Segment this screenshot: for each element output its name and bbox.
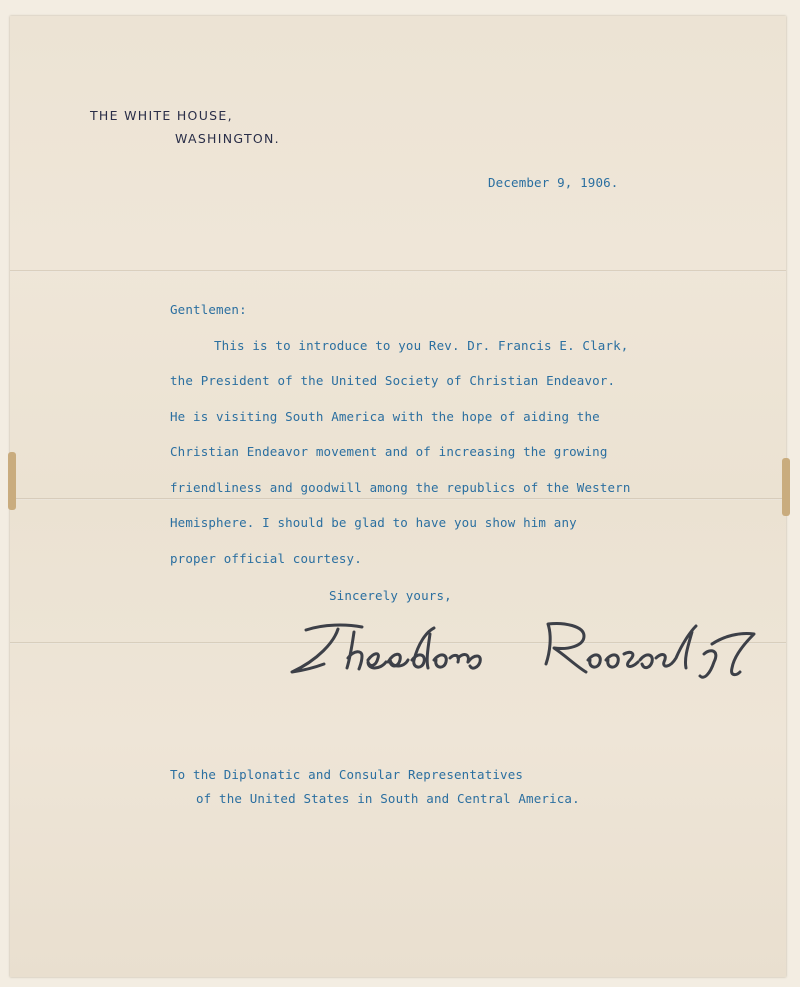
letter-date: December 9, 1906. [488, 175, 619, 190]
addressee-line-1: To the Diplonatic and Consular Representatives [170, 767, 524, 782]
fold-crease-top [10, 270, 786, 272]
body-line: Hemisphere. I should be glad to have you show him any [170, 515, 577, 530]
paper-sheet [10, 16, 786, 977]
mounting-tab-left [8, 452, 16, 510]
body-line: Christian Endeavor movement and of increasing the growing [170, 444, 608, 459]
salutation: Gentlemen: [170, 302, 247, 317]
body-line: the President of the United Society of Christian Endeavor. [170, 373, 616, 388]
mounting-tab-right [782, 458, 790, 516]
letterhead-line-1: THE WHITE HOUSE, [90, 108, 233, 123]
signature-image [284, 614, 784, 684]
addressee-line-2: of the United States in South and Central America. [196, 791, 580, 806]
body-line: This is to introduce to you Rev. Dr. Francis E. Clark, [214, 338, 629, 353]
letterhead-line-2: WASHINGTON. [175, 131, 280, 146]
body-line: proper official courtesy. [170, 551, 362, 566]
body-line: friendliness and goodwill among the republics of the Western [170, 480, 631, 495]
body-line: He is visiting South America with the hope of aiding the [170, 409, 600, 424]
closing: Sincerely yours, [329, 588, 452, 603]
fold-crease-middle [10, 498, 786, 500]
